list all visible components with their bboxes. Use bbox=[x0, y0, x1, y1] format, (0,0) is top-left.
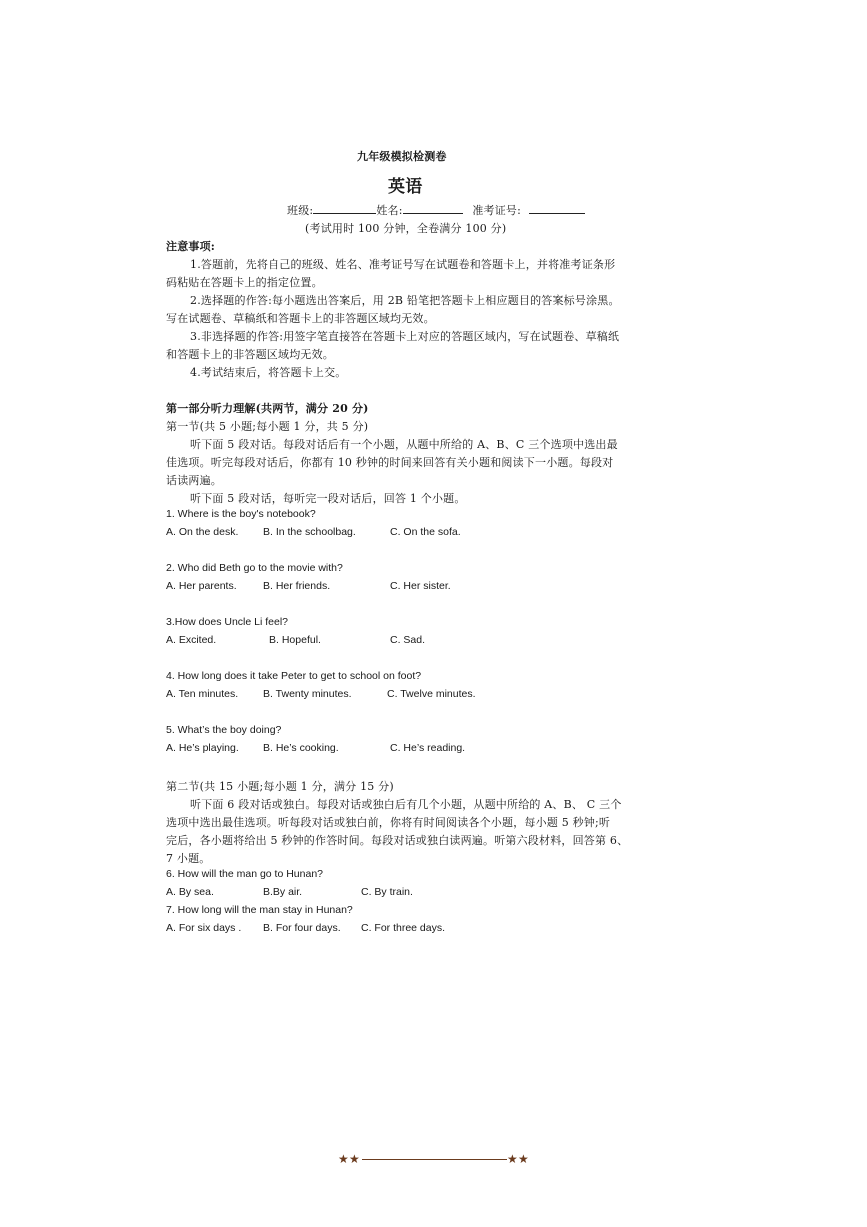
option-b[interactable]: B. Her friends. bbox=[263, 580, 331, 592]
question-text: 1. Where is the boy's notebook? bbox=[166, 508, 316, 520]
notes-line: 3.非选择题的作答:用签字笔直接答在答题卡上对应的答题区域内，写在试题卷、草稿纸 bbox=[190, 330, 620, 343]
option-c[interactable]: C. Sad. bbox=[390, 634, 426, 646]
section2-heading: 第二节(共 15 小题;每小题 1 分，满分 15 分) bbox=[166, 780, 394, 793]
star-icon: ★ bbox=[518, 1152, 529, 1166]
class-label: 班级: bbox=[287, 204, 314, 217]
section2-instruction: 完后，各小题将给出 5 秒钟的作答时间。每段对话或独白读两遍。听第六段材料，回答第 6、 bbox=[166, 834, 629, 847]
option-a[interactable]: A. For six days . bbox=[166, 922, 242, 934]
option-a[interactable]: A. He’s playing. bbox=[166, 742, 239, 754]
notes-line: 2.选择题的作答:每小题选出答案后，用 2B 铅笔把答题卡上相应题目的答案标号涂黑。 bbox=[190, 294, 620, 307]
section1-instruction: 话读两遍。 bbox=[166, 474, 222, 487]
section1-heading: 第一节(共 5 小题;每小题 1 分，共 5 分) bbox=[166, 420, 369, 433]
section1-instruction: 佳选项。听完每段对话后，你都有 10 秒钟的时间来回答有关小题和阅读下一小题。每段对 bbox=[166, 456, 614, 469]
option-c[interactable]: C. He’s reading. bbox=[390, 742, 466, 754]
time-note: (考试用时 100 分钟，全卷满分 100 分) bbox=[305, 222, 507, 235]
name-label: 姓名: bbox=[376, 204, 403, 217]
option-b[interactable]: B.By air. bbox=[263, 886, 303, 898]
notes-line: 4.考试结束后，将答题卡上交。 bbox=[190, 366, 347, 379]
exam-number-field[interactable] bbox=[529, 203, 585, 214]
exam-subtitle: 九年级模拟检测卷 bbox=[357, 150, 447, 163]
option-b[interactable]: B. Hopeful. bbox=[269, 634, 321, 646]
notes-line: 写在试题卷、草稿纸和答题卡上的非答题区域均无效。 bbox=[166, 312, 435, 325]
option-a[interactable]: A. By sea. bbox=[166, 886, 214, 898]
star-icon: ★ bbox=[507, 1152, 518, 1166]
star-icon: ★ bbox=[338, 1152, 349, 1166]
notes-heading: 注意事项: bbox=[166, 240, 216, 253]
star-icon: ★ bbox=[349, 1152, 360, 1166]
section1-instruction: 听下面 5 段对话。每段对话后有一个小题，从题中所给的 A、B、C 三个选项中选出最 bbox=[190, 438, 618, 451]
option-a[interactable]: A. On the desk. bbox=[166, 526, 239, 538]
class-field[interactable] bbox=[313, 203, 376, 214]
option-c[interactable]: C. Her sister. bbox=[390, 580, 451, 592]
exam-number-label: 准考证号: bbox=[472, 204, 522, 217]
notes-line: 1.答题前，先将自己的班级、姓名、准考证号写在试题卷和答题卡上，并将准考证条形 bbox=[190, 258, 616, 271]
question-text: 5. What’s the boy doing? bbox=[166, 724, 282, 736]
notes-line: 码粘贴在答题卡上的指定位置。 bbox=[166, 276, 323, 289]
option-a[interactable]: A. Excited. bbox=[166, 634, 217, 646]
section2-instruction: 选项中选出最佳选项。听每段对话或独白前，你将有时间阅读各个小题，每小题 5 秒钟;听 bbox=[166, 816, 611, 829]
option-c[interactable]: C. Twelve minutes. bbox=[387, 688, 476, 700]
notes-line: 和答题卡上的非答题区域均无效。 bbox=[166, 348, 334, 361]
question-text: 4. How long does it take Peter to get to school on foot? bbox=[166, 670, 422, 682]
part1-heading: 第一部分听力理解(共两节，满分 20 分) bbox=[166, 402, 369, 415]
option-b[interactable]: B. He’s cooking. bbox=[263, 742, 339, 754]
option-b[interactable]: B. For four days. bbox=[263, 922, 341, 934]
section2-instruction: 7 小题。 bbox=[166, 852, 211, 865]
footer-divider bbox=[362, 1159, 507, 1160]
option-a[interactable]: A. Ten minutes. bbox=[166, 688, 239, 700]
exam-title: 英语 bbox=[388, 177, 423, 197]
question-text: 2. Who did Beth go to the movie with? bbox=[166, 562, 343, 574]
section2-instruction: 听下面 6 段对话或独白。每段对话或独白后有几个小题，从题中所给的 A、B、 C 三个 bbox=[190, 798, 622, 811]
option-c[interactable]: C. For three days. bbox=[361, 922, 446, 934]
option-a[interactable]: A. Her parents. bbox=[166, 580, 237, 592]
option-c[interactable]: C. On the sofa. bbox=[390, 526, 461, 538]
student-info-row bbox=[287, 202, 585, 218]
option-c[interactable]: C. By train. bbox=[361, 886, 413, 898]
question-text: 7. How long will the man stay in Hunan? bbox=[166, 904, 353, 916]
question-text: 6. How will the man go to Hunan? bbox=[166, 868, 324, 880]
option-b[interactable]: B. In the schoolbag. bbox=[263, 526, 356, 538]
option-b[interactable]: B. Twenty minutes. bbox=[263, 688, 352, 700]
name-field[interactable] bbox=[403, 203, 463, 214]
question-text: 3.How does Uncle Li feel? bbox=[166, 616, 288, 628]
section1-instruction: 听下面 5 段对话，每听完一段对话后，回答 1 个小题。 bbox=[190, 492, 466, 505]
